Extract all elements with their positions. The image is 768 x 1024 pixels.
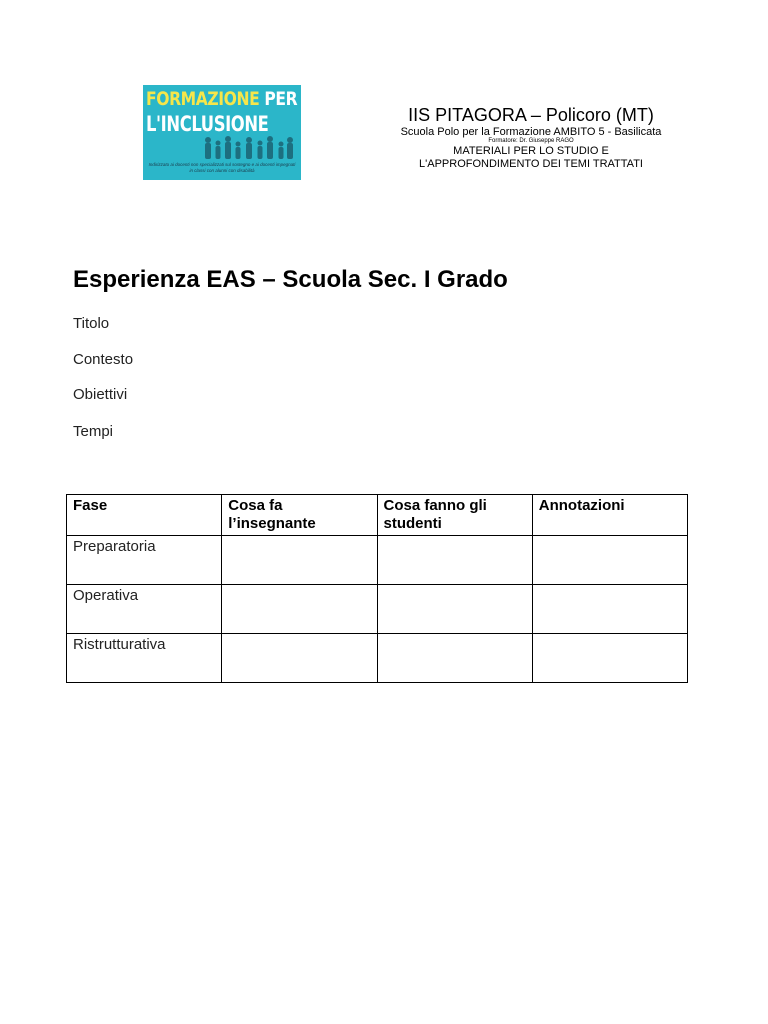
cell-fase: Ristrutturativa xyxy=(67,634,222,683)
school-name: IIS PITAGORA – Policoro (MT) xyxy=(408,105,654,125)
cell-annotazioni xyxy=(532,585,687,634)
cell-insegnante xyxy=(222,634,377,683)
cell-studenti xyxy=(377,585,532,634)
cell-annotazioni xyxy=(532,536,687,585)
column-header-annotazioni: Annotazioni xyxy=(532,495,687,536)
table-row xyxy=(67,585,688,634)
school-header xyxy=(370,104,692,171)
logo-caption: Indirizzato ai docenti non specializzati sul sostegno e ai docenti impegnati in classi con alunni con disabilità xyxy=(148,162,296,173)
cell-insegnante xyxy=(222,585,377,634)
cell-insegnante xyxy=(222,536,377,585)
field-tempi: Tempi xyxy=(73,423,114,440)
column-header-insegnante: Cosa fa l’insegnante xyxy=(222,495,377,536)
materials-line-2: L'APPROFONDIMENTO DEI TEMI TRATTATI xyxy=(419,158,643,170)
logo-title-line2: L'INCLUSIONE xyxy=(146,112,269,136)
table-row xyxy=(67,536,688,585)
cell-studenti xyxy=(377,536,532,585)
field-contesto: Contesto xyxy=(73,351,134,368)
phases-table xyxy=(66,494,688,683)
cell-fase: Operativa xyxy=(67,585,222,634)
column-header-studenti: Cosa fanno gli studenti xyxy=(377,495,532,536)
cell-annotazioni xyxy=(532,634,687,683)
field-titolo: Titolo xyxy=(73,315,110,332)
cell-fase: Preparatoria xyxy=(67,536,222,585)
people-silhouettes-icon xyxy=(203,135,295,161)
trainer-name: Formatore: Dr. Giuseppe RAGO xyxy=(488,138,574,144)
table-header-row xyxy=(67,495,688,536)
logo-title-line1: FORMAZIONE PER xyxy=(146,88,298,110)
materials-line-1: MATERIALI PER LO STUDIO E xyxy=(453,145,609,157)
school-subtitle: Scuola Polo per la Formazione AMBITO 5 - Basilicata xyxy=(400,126,662,138)
cell-studenti xyxy=(377,634,532,683)
column-header-fase: Fase xyxy=(67,495,222,536)
formazione-inclusione-logo xyxy=(143,85,301,180)
field-obiettivi: Obiettivi xyxy=(73,386,128,403)
document-title: Esperienza EAS – Scuola Sec. I Grado xyxy=(73,266,508,293)
table-row xyxy=(67,634,688,683)
